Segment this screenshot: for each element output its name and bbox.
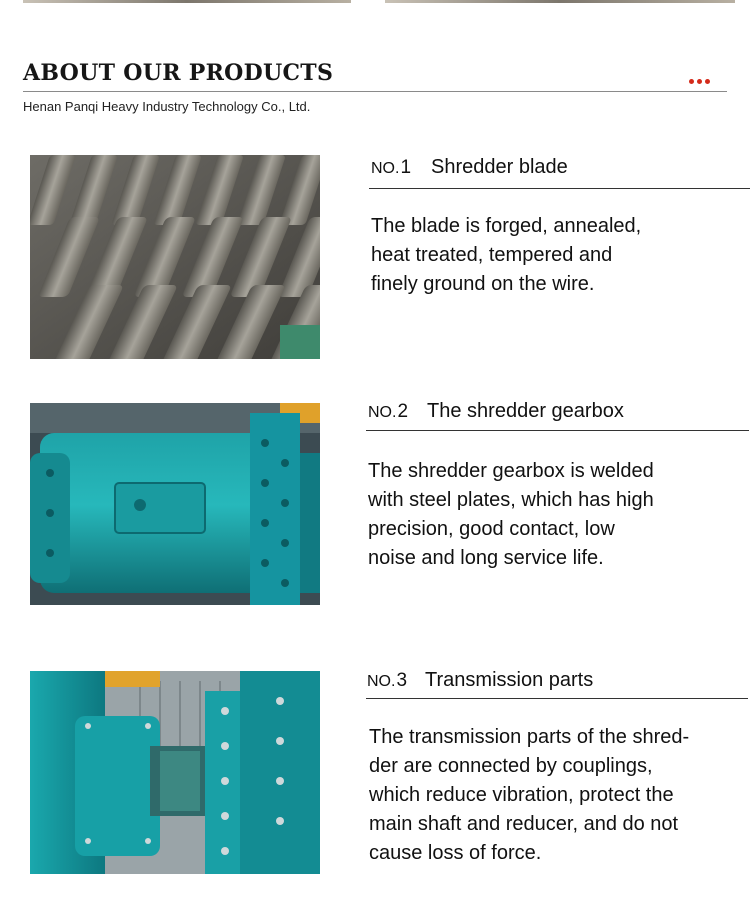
- transmission-coupling-photo: [30, 671, 320, 874]
- product-description-2: The shredder gearbox is welded with steel plates, which has high precision, good contact, low noise and long service life.: [368, 460, 654, 569]
- product-title-divider: [366, 698, 748, 699]
- product-no-label: NO.: [367, 673, 396, 690]
- product-title-1: [371, 156, 568, 179]
- company-name: Henan Panqi Heavy Industry Technology Co., Ltd.: [23, 99, 311, 114]
- more-dots-icon: [689, 71, 713, 89]
- top-image-strip: [0, 0, 750, 6]
- gearbox-photo: [30, 403, 320, 605]
- product-name: Shredder blade: [431, 156, 568, 178]
- product-title-divider: [369, 188, 750, 189]
- product-number: 3: [396, 670, 408, 691]
- product-no-label: NO.: [371, 160, 400, 177]
- product-name: Transmission parts: [425, 669, 594, 691]
- previous-image-edge-right: [385, 0, 735, 3]
- product-description-3: The transmission parts of the shred- der are connected by couplings, which reduce vibration, protect the main shaft and reducer, and do not cause loss of force.: [369, 726, 690, 864]
- shredder-blades-photo: [30, 155, 320, 359]
- section-heading: ABOUT OUR PRODUCTS: [23, 60, 334, 86]
- product-name: The shredder gearbox: [427, 400, 624, 422]
- product-number: 2: [397, 401, 409, 422]
- product-title-2: [368, 400, 624, 423]
- product-description-1: The blade is forged, annealed, heat treated, tempered and finely ground on the wire.: [371, 215, 642, 295]
- product-title-3: [367, 669, 593, 692]
- product-no-label: NO.: [368, 404, 397, 421]
- product-title-divider: [366, 430, 749, 431]
- heading-divider: [23, 91, 727, 92]
- product-number: 1: [400, 157, 412, 178]
- previous-image-edge-left: [23, 0, 351, 3]
